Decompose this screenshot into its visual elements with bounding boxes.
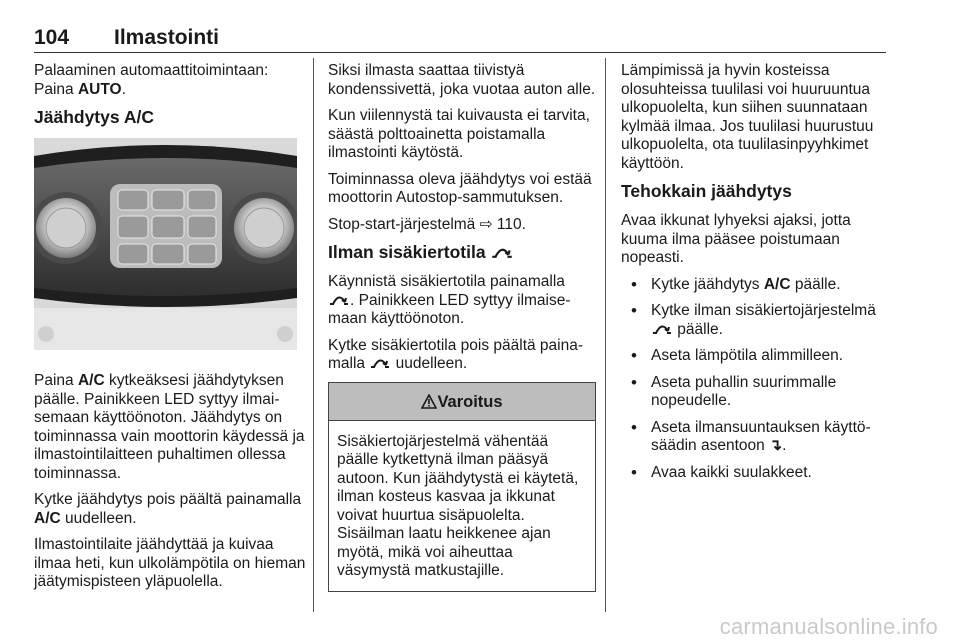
column-divider-2 xyxy=(605,58,606,612)
text: . Painikkeen LED syttyy ilmaisemaan käyttöönoton. xyxy=(328,291,571,327)
ac-button-label: A/C xyxy=(763,275,791,293)
air-distribution-icon: ↴ xyxy=(769,437,783,454)
page-reference-link[interactable]: ⇨ 110. xyxy=(479,215,526,233)
warning-body: Sisäkiertojärjestelmä vähentää päälle kytkettynä ilman pääsyä autoon. Kun jäähdytystä ei käytetä, ilman kosteus kasvaa ja ikkunat voivat huurtua sisäpuolelta. Sisäilman laatu heikkenee ajan myötä, mikä voi aiheuttaa väsymystä matkustajille. xyxy=(337,432,579,579)
column-2 xyxy=(328,62,596,592)
text: Kytke jäähdytys pois päältä painamalla xyxy=(34,491,302,508)
heading-ac: Jäähdytys A/C xyxy=(34,107,154,127)
max-cooling-steps xyxy=(621,276,887,483)
ac-button-label: A/C xyxy=(77,372,105,389)
list-item xyxy=(621,302,887,339)
text: Paina xyxy=(34,372,78,389)
text: uudelleen. xyxy=(60,509,137,527)
windscreen-paragraph: Lämpimissä ja hyvin kosteissa olosuhteissa tuulilasi voi huuruuntua ulkopuolelta, kun siihen suunnataan kylmää ilmaa. Jos tuulilasi huurustuu ulkopuolelta, ota tuulilasinpyyhkimet käyttöön. xyxy=(621,62,874,172)
page-title: Ilmastointi xyxy=(114,26,220,49)
condensation-paragraph: Siksi ilmasta saattaa tiivistyä kondenssivettä, joka vuotaa auton alle. xyxy=(328,62,596,98)
page-number: 104 xyxy=(34,26,70,49)
warning-header xyxy=(329,383,595,421)
text: . xyxy=(782,437,787,454)
text: Käynnistä sisäkiertotila painamalla xyxy=(328,273,565,290)
return-auto-paragraph xyxy=(34,62,306,99)
recirculation-icon xyxy=(328,294,350,306)
recirculation-icon xyxy=(369,357,391,369)
warning-box xyxy=(328,382,596,592)
list-item xyxy=(621,419,887,456)
warning-triangle-icon xyxy=(421,394,437,409)
list-item: • Aseta lämpötila alimmilleen. xyxy=(621,347,887,366)
heading-recirculation xyxy=(328,242,596,263)
save-fuel-paragraph: Kun viilennystä tai kuivausta ei tarvita, säästä polttoainetta poistamalla ilmastointi käytöstä. xyxy=(328,107,590,161)
text: . xyxy=(121,80,126,98)
recirculation-icon xyxy=(651,323,673,335)
text: Kytke jäähdytys xyxy=(651,275,764,293)
ac-paragraph-2 xyxy=(34,491,306,528)
ac-paragraph-3: Ilmastointilaite jäähdyttää ja kuivaa ilmaa heti, kun ulkolämpötila on hieman jäätymispisteen yläpuolella. xyxy=(34,536,306,590)
list-item: • Avaa kaikki suulakkeet. xyxy=(621,464,887,483)
column-divider-1 xyxy=(313,58,314,612)
column-3 xyxy=(621,62,887,490)
stop-start-reference xyxy=(328,216,596,235)
list-item: • Aseta puhallin suurimmalle nopeudelle. xyxy=(621,374,887,411)
text: Aseta ilmansuuntauksen käyttösäädin asentoon xyxy=(651,418,871,454)
watermark: carmanualsonline.info xyxy=(719,614,938,639)
ac-button-label: A/C xyxy=(34,509,61,527)
climate-panel-drawing xyxy=(34,138,297,350)
text: uudelleen. xyxy=(391,355,468,372)
climate-control-panel-illustration xyxy=(34,138,297,350)
heading-max-cooling: Tehokkain jäähdytys xyxy=(621,181,792,201)
recirc-on-paragraph xyxy=(328,273,596,329)
header-rule xyxy=(34,52,886,53)
text: Kytke ilman sisäkiertojärjestelmä xyxy=(651,302,876,319)
list-item xyxy=(621,276,887,295)
text: päälle. xyxy=(673,320,723,338)
warning-title: Varoitus xyxy=(437,392,503,411)
text: Ilman sisäkiertotila xyxy=(328,242,486,262)
text: Palaaminen automaattitoimintaan: Paina xyxy=(34,62,269,98)
text: kytkeäksesi jäähdytyksen päälle. Painikkeen LED syttyy ilmaisemaan käyttöönoton. Jäähdytys on toiminnassa vain moottorin käydessä ja ilmastointilaitteen puhaltimen ollessa toiminnassa. xyxy=(34,372,305,482)
recirc-off-paragraph xyxy=(328,337,596,374)
ac-paragraph-1 xyxy=(34,372,306,483)
text: Stop-start-järjestelmä xyxy=(328,215,480,233)
auto-button-label: AUTO xyxy=(77,80,122,98)
text: päälle. xyxy=(790,275,841,293)
text: Kytke sisäkiertotila pois päältä painamalla xyxy=(328,336,584,372)
autostop-paragraph: Toiminnassa oleva jäähdytys voi estää moottorin Autostop-sammutuksen. xyxy=(328,170,592,206)
column-1 xyxy=(34,62,306,600)
open-windows-paragraph: Avaa ikkunat lyhyeksi ajaksi, jotta kuuma ilma pääsee poistumaan nopeasti. xyxy=(621,212,851,266)
recirculation-icon xyxy=(490,246,514,259)
